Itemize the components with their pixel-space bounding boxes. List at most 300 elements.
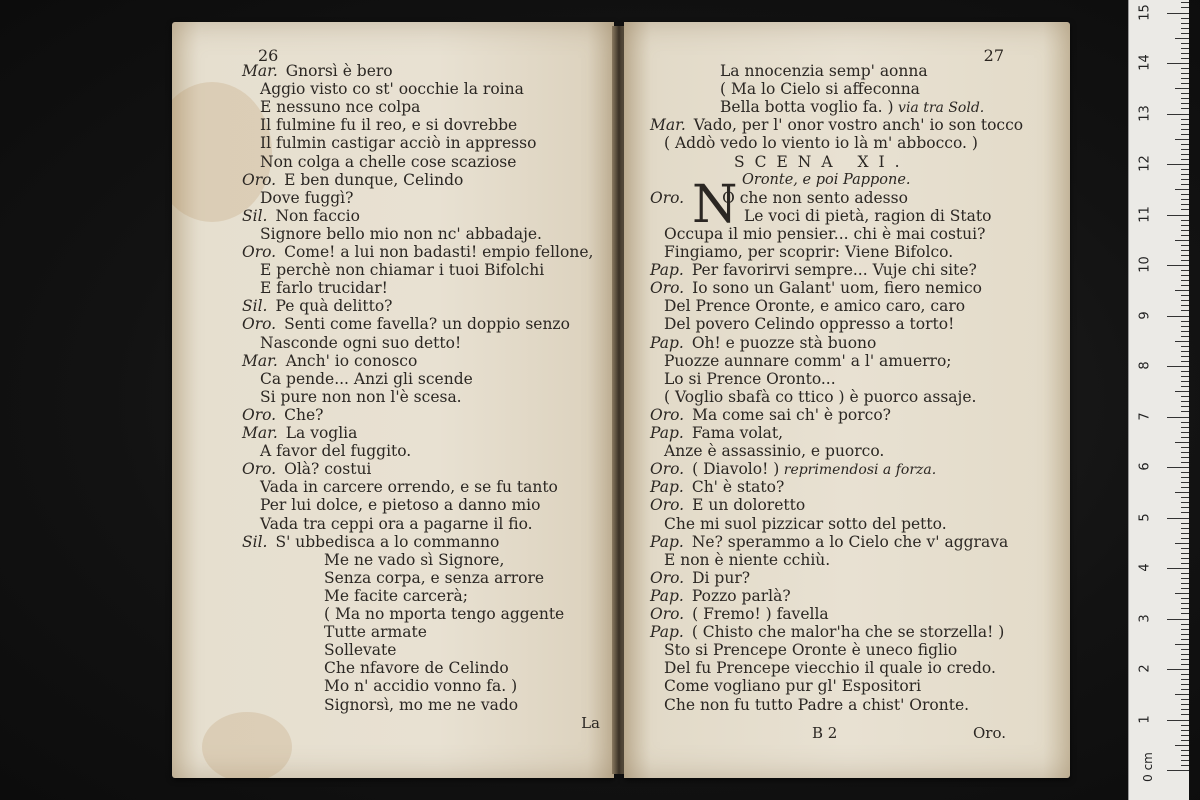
ruler-tick (1181, 275, 1189, 276)
ruler-tick (1181, 538, 1189, 539)
speaker-label: Mar. (242, 351, 278, 370)
ruler-tick (1181, 699, 1189, 700)
line-text: ( Fremo! ) favella (692, 605, 829, 623)
line-text: Per favorirvi sempre... Vuje chi site? (691, 261, 977, 280)
ruler-tick (1181, 285, 1189, 286)
text-line (260, 189, 353, 207)
ruler-tick (1181, 58, 1189, 59)
ruler-tick (1181, 457, 1189, 458)
text-line (324, 677, 517, 695)
line-text: Ne? sperammo a lo Cielo che v' aggrava (691, 532, 1009, 551)
stain (172, 82, 272, 222)
ruler-tick (1181, 326, 1189, 327)
line-text: Si pure non non l'è scesa. (260, 387, 462, 406)
speaker-label: Mar. (242, 62, 278, 80)
ruler-number: 14 (1137, 54, 1153, 71)
ruler-tick (1181, 260, 1189, 261)
ruler-tick (1167, 770, 1189, 771)
line-text: E ben dunque, Celindo (284, 170, 464, 189)
line-text: Senza corpa, e senza arrore (324, 568, 545, 587)
text-line (242, 352, 417, 370)
speaker-label: Pap. (650, 478, 684, 497)
line-text: Il fulmin castigar acciò in appresso (260, 134, 537, 153)
ruler-tick (1181, 422, 1189, 423)
ruler-tick (1181, 23, 1189, 24)
line-text: Come! a lui non badasti! empio fellone, (284, 243, 594, 261)
ruler-tick (1181, 43, 1189, 44)
ruler-number: 2 (1137, 664, 1153, 673)
speaker-label: Pap. (650, 623, 684, 642)
ruler-tick (1181, 381, 1189, 382)
ruler-tick (1181, 613, 1189, 614)
ruler-tick (1175, 139, 1189, 140)
text-line (664, 315, 954, 333)
text-line (260, 279, 388, 297)
ruler-tick (1167, 720, 1189, 721)
line-text: Del fu Prencepe viecchio il quale io credo. (664, 659, 996, 678)
line-text: Lo si Prence Oronto... (664, 369, 836, 388)
ruler-tick (1167, 619, 1189, 620)
ruler-tick (1181, 199, 1189, 200)
line-text: Non faccio (275, 206, 360, 225)
line-text: Pozzo parlà? (691, 586, 791, 605)
line-text: ( Voglio sbafà co ttico ) è puorco assaje. (664, 387, 977, 406)
ruler-tick (1181, 432, 1189, 433)
text-line (324, 587, 468, 605)
speaker-label: Oro. (650, 568, 685, 587)
scene-heading: SCENA XI. (734, 152, 910, 171)
ruler-tick (1181, 482, 1189, 483)
text-line (242, 297, 392, 315)
ruler-tick (1181, 528, 1189, 529)
text-line (260, 388, 462, 406)
line-text: Fingiamo, per scoprir: Viene Bifolco. (664, 243, 954, 261)
text-line (260, 80, 524, 98)
ruler-tick (1181, 119, 1189, 120)
text-line (650, 406, 891, 424)
ruler-tick (1181, 270, 1189, 271)
line-text: Dove fuggì? (260, 188, 354, 207)
text-line (650, 623, 1004, 641)
ruler-number: 7 (1137, 411, 1153, 421)
text-line (664, 551, 830, 569)
ruler-number: 11 (1137, 205, 1153, 223)
text-line (260, 478, 558, 496)
ruler-tick (1181, 68, 1189, 69)
ruler-tick (1181, 184, 1189, 185)
ruler-tick (1181, 497, 1189, 498)
ruler-tick (1181, 447, 1189, 448)
speaker-label: Oro. (650, 279, 685, 298)
text-line (242, 424, 357, 442)
ruler-tick (1181, 583, 1189, 584)
ruler-unit: 0 cm (1140, 752, 1155, 782)
ruler-tick (1181, 603, 1189, 604)
ruler-number: 8 (1137, 361, 1153, 370)
ruler-tick (1181, 563, 1189, 564)
line-text: ( Ma no mporta tengo aggente (324, 605, 565, 623)
speaker-label: Pap. (650, 586, 684, 605)
ruler-tick (1181, 386, 1189, 387)
text-line (260, 370, 473, 388)
ruler-tick (1181, 427, 1189, 428)
ruler-tick (1181, 689, 1189, 690)
scene-characters: Oronte, e poi Pappone. (742, 171, 911, 188)
line-text: Sto si Prencepe Oronte è uneco figlio (664, 641, 958, 660)
speaker-label: Mar. (650, 116, 686, 135)
line-text: E perchè non chiamar i tuoi Bifolchi (260, 261, 545, 280)
speaker-label: Sil. (242, 532, 268, 551)
ruler-tick (1167, 669, 1189, 670)
ruler-tick (1181, 83, 1189, 84)
line-text: Non colga a chelle cose scaziose (260, 152, 517, 171)
line-text: Signorsì, mo me ne vado (324, 695, 519, 714)
ruler-tick (1181, 472, 1189, 473)
text-line (260, 496, 540, 514)
text-line (664, 225, 985, 243)
speaker-label: Oro. (242, 460, 277, 479)
stage-direction: reprimendosi a forza. (779, 462, 937, 479)
ruler-tick (1181, 103, 1189, 104)
speaker-label: Oro. (650, 496, 685, 515)
ruler-tick (1181, 462, 1189, 463)
ruler-tick (1181, 406, 1189, 407)
ruler-tick (1181, 250, 1189, 251)
line-text: Gnorsì è bero (285, 62, 393, 80)
speaker-label: Oro. (650, 405, 685, 424)
text-line (242, 406, 323, 424)
line-text: E nessuno nce colpa (260, 98, 421, 117)
ruler-tick (1181, 220, 1189, 221)
speaker-label: Oro. (650, 605, 685, 623)
ruler-tick (1181, 507, 1189, 508)
ruler-tick (1181, 654, 1189, 655)
line-text: Nasconde ogni suo detto! (260, 333, 462, 352)
line-text: Vada tra ceppi ora a pagarne il fio. (260, 514, 533, 533)
line-text: Ca pende... Anzi gli scende (260, 369, 473, 388)
ruler-tick (1181, 73, 1189, 74)
ruler-tick (1181, 336, 1189, 337)
ruler-tick (1181, 93, 1189, 94)
ruler-tick (1181, 154, 1189, 155)
line-text: Puozze aunnare comm' a l' amuerro; (664, 351, 952, 370)
ruler-number: 5 (1137, 512, 1153, 522)
ruler-tick (1181, 18, 1189, 19)
text-line (242, 533, 499, 551)
line-text: Occupa il mio pensier... chi è mai costui? (664, 224, 986, 243)
text-line (650, 569, 750, 587)
ruler-tick (1181, 553, 1189, 554)
text-line (242, 207, 360, 225)
measuring-ruler (1128, 0, 1189, 800)
ruler-number: 6 (1137, 462, 1153, 471)
text-line (260, 442, 411, 460)
ruler-tick (1167, 568, 1189, 569)
ruler-tick (1167, 518, 1189, 519)
ruler-tick (1181, 371, 1189, 372)
ruler-tick (1181, 679, 1189, 680)
text-line (260, 153, 516, 171)
ruler-tick (1181, 33, 1189, 34)
line-text: E un doloretto (692, 496, 806, 515)
ruler-tick (1181, 684, 1189, 685)
text-line (720, 62, 928, 80)
text-line (720, 98, 984, 117)
catchword-right: Oro. (972, 724, 1006, 742)
ruler-tick (1181, 129, 1189, 130)
ruler-tick (1181, 300, 1189, 301)
ruler-tick (1175, 442, 1189, 443)
line-text: ( Diavolo! ) (692, 460, 780, 479)
ruler-number: 12 (1137, 155, 1153, 172)
line-text: Il fulmine fu il reo, e si dovrebbe (260, 116, 518, 135)
text-line (260, 134, 536, 152)
line-text: Del Prence Oronte, e amico caro, caro (664, 297, 966, 316)
ruler-tick (1181, 598, 1189, 599)
ruler-tick (1181, 760, 1189, 761)
ruler-tick (1181, 28, 1189, 29)
ruler-tick (1181, 709, 1189, 710)
speaker-label: Oro. (650, 460, 685, 479)
ruler-tick (1181, 124, 1189, 125)
ruler-tick (1181, 396, 1189, 397)
ruler-tick (1181, 280, 1189, 281)
text-line (650, 533, 1008, 551)
ruler-number: 10 (1137, 256, 1153, 273)
ruler-tick (1181, 624, 1189, 625)
ruler-tick (1175, 88, 1189, 89)
text-line (664, 134, 978, 152)
line-text: Che nfavore de Celindo (324, 659, 509, 678)
ruler-tick (1181, 7, 1189, 8)
ruler-tick (1181, 230, 1189, 231)
text-line (664, 352, 952, 370)
ruler-tick (1181, 664, 1189, 665)
text-line (650, 460, 936, 479)
line-text: ( Addò vedo lo viento io là m' abbocco. ) (664, 134, 978, 153)
ruler-tick (1167, 114, 1189, 115)
speaker-label: Sil. (242, 297, 268, 316)
ruler-tick (1167, 13, 1189, 14)
line-text: Del povero Celindo oppresso a torto! (664, 315, 955, 334)
ruler-tick (1167, 366, 1189, 367)
line-text: ( Ma lo Cielo si affeconna (720, 80, 920, 99)
ruler-tick (1181, 548, 1189, 549)
text-line (324, 623, 427, 641)
ruler-tick (1175, 341, 1189, 342)
speaker-label: Oro. (242, 170, 277, 189)
text-line (324, 659, 509, 677)
line-text: Di pur? (692, 568, 751, 587)
stage-direction: via tra Sold. (893, 100, 985, 117)
ruler-tick (1181, 159, 1189, 160)
ruler-tick (1181, 740, 1189, 741)
ruler-number: 1 (1137, 714, 1153, 724)
line-text: Anze è assassinio, e puorco. (664, 442, 885, 461)
text-line (650, 334, 876, 352)
open-book (172, 22, 1070, 778)
ruler-tick (1175, 694, 1189, 695)
text-line (650, 496, 805, 514)
text-line (650, 587, 791, 605)
text-line (664, 641, 957, 659)
text-line (664, 696, 969, 714)
text-line (720, 80, 920, 98)
ruler-tick (1181, 149, 1189, 150)
text-line (650, 478, 784, 496)
text-line (260, 98, 420, 116)
line-text: Fama volat, (691, 424, 784, 442)
ruler-tick (1181, 634, 1189, 635)
ruler-tick (1181, 310, 1189, 311)
text-line (664, 442, 884, 460)
ruler-number: 9 (1137, 310, 1153, 320)
left-page (172, 22, 614, 778)
ruler-tick (1181, 305, 1189, 306)
catchword-left: La (581, 714, 600, 732)
text-line (650, 261, 977, 279)
text-line (664, 243, 953, 261)
line-text: ( Chisto che malor'ha che se storzella! ) (691, 623, 1005, 642)
ruler-tick (1181, 558, 1189, 559)
text-line (650, 116, 1023, 134)
ruler-tick (1181, 487, 1189, 488)
line-text: Vada in carcere orrendo, e se fu tanto (260, 478, 558, 497)
ruler-tick (1181, 629, 1189, 630)
text-line (650, 424, 783, 442)
ruler-tick (1181, 98, 1189, 99)
ruler-tick (1181, 452, 1189, 453)
ruler-tick (1181, 53, 1189, 54)
ruler-tick (1181, 755, 1189, 756)
line-text: E farlo trucidar! (260, 279, 388, 298)
speaker-label: Sil. (242, 206, 268, 225)
line-text: O che non sento adesso (722, 188, 908, 207)
line-text: Pe quà delitto? (275, 297, 393, 316)
ruler-tick (1175, 240, 1189, 241)
line-text: Le voci di pietà, ragion di Stato (744, 206, 992, 225)
ruler-tick (1181, 2, 1189, 3)
line-text: Anch' io conosco (285, 351, 418, 370)
ruler-tick (1181, 295, 1189, 296)
line-text: Senti come favella? un doppio senzo (284, 315, 570, 334)
line-text: Sollevate (324, 641, 397, 660)
ruler-tick (1181, 639, 1189, 640)
text-line (664, 370, 836, 388)
ruler-tick (1181, 725, 1189, 726)
ruler-tick (1181, 523, 1189, 524)
text-line (744, 207, 991, 225)
ruler-tick (1181, 48, 1189, 49)
ruler-tick (1167, 164, 1189, 165)
ruler-tick (1181, 179, 1189, 180)
ruler-tick (1181, 502, 1189, 503)
text-line (260, 261, 544, 279)
ruler-tick (1167, 316, 1189, 317)
ruler-tick (1181, 346, 1189, 347)
ruler-tick (1181, 714, 1189, 715)
ruler-tick (1167, 265, 1189, 266)
ruler-tick (1181, 134, 1189, 135)
text-line (650, 279, 982, 297)
page-number-right: 27 (983, 46, 1004, 65)
ruler-tick (1181, 78, 1189, 79)
text-line (664, 297, 965, 315)
line-text: Che non fu tutto Padre a chist' Oronte. (664, 695, 970, 714)
line-text: Mo n' accidio vonno fa. ) (324, 677, 518, 696)
ruler-tick (1181, 411, 1189, 412)
ruler-tick (1181, 144, 1189, 145)
ruler-tick (1167, 215, 1189, 216)
ruler-tick (1181, 204, 1189, 205)
speaker-label: Oro. (650, 188, 685, 207)
ruler-tick (1175, 543, 1189, 544)
ruler-tick (1175, 745, 1189, 746)
ruler-tick (1167, 467, 1189, 468)
ruler-tick (1181, 674, 1189, 675)
text-line (260, 116, 517, 134)
ruler-tick (1181, 245, 1189, 246)
text-line (664, 388, 976, 406)
text-line (242, 460, 371, 478)
speaker-label: Mar. (242, 424, 278, 442)
ruler-tick (1181, 209, 1189, 210)
speaker-label: Oro. (242, 405, 277, 424)
text-line (242, 62, 393, 80)
ruler-tick (1175, 290, 1189, 291)
line-text: Me facite carcerà; (324, 586, 468, 605)
line-text: Aggio visto co st' oocchie la roina (260, 80, 524, 99)
ruler-tick (1167, 417, 1189, 418)
ruler-tick (1181, 477, 1189, 478)
ruler-tick (1181, 730, 1189, 731)
drop-capital: N (692, 174, 738, 235)
speaker-label: Oro. (242, 243, 277, 261)
ruler-tick (1181, 659, 1189, 660)
ruler-tick (1181, 361, 1189, 362)
ruler-tick (1181, 704, 1189, 705)
ruler-tick (1181, 108, 1189, 109)
ruler-number: 15 (1137, 3, 1153, 21)
text-line (324, 696, 518, 714)
ruler-tick (1167, 63, 1189, 64)
line-text: Ch' è stato? (691, 478, 785, 497)
text-line (664, 677, 921, 695)
page-number-left: 26 (258, 46, 279, 65)
line-text: Olà? costui (284, 460, 372, 479)
ruler-tick (1181, 225, 1189, 226)
ruler-tick (1181, 649, 1189, 650)
ruler-tick (1175, 492, 1189, 493)
line-text: Tutte armate (324, 623, 427, 642)
ruler-tick (1175, 593, 1189, 594)
ruler-tick (1181, 750, 1189, 751)
ruler-tick (1181, 194, 1189, 195)
text-line (324, 569, 544, 587)
speaker-label: Pap. (650, 333, 684, 352)
ruler-tick (1175, 38, 1189, 39)
line-text: Signore bello mio non nc' abbadaje. (260, 224, 542, 243)
text-line (650, 605, 829, 623)
line-text: E non è niente cchiù. (664, 550, 831, 569)
line-text: A favor del fuggito. (260, 442, 412, 461)
stain (202, 712, 292, 778)
line-text: Me ne vado sì Signore, (324, 550, 505, 569)
signature-mark: B 2 (812, 724, 838, 742)
ruler-tick (1181, 351, 1189, 352)
line-text: Io sono un Galant' uom, fiero nemico (692, 279, 983, 298)
line-text: Vado, per l' onor vostro anch' io son tocco (693, 116, 1024, 135)
